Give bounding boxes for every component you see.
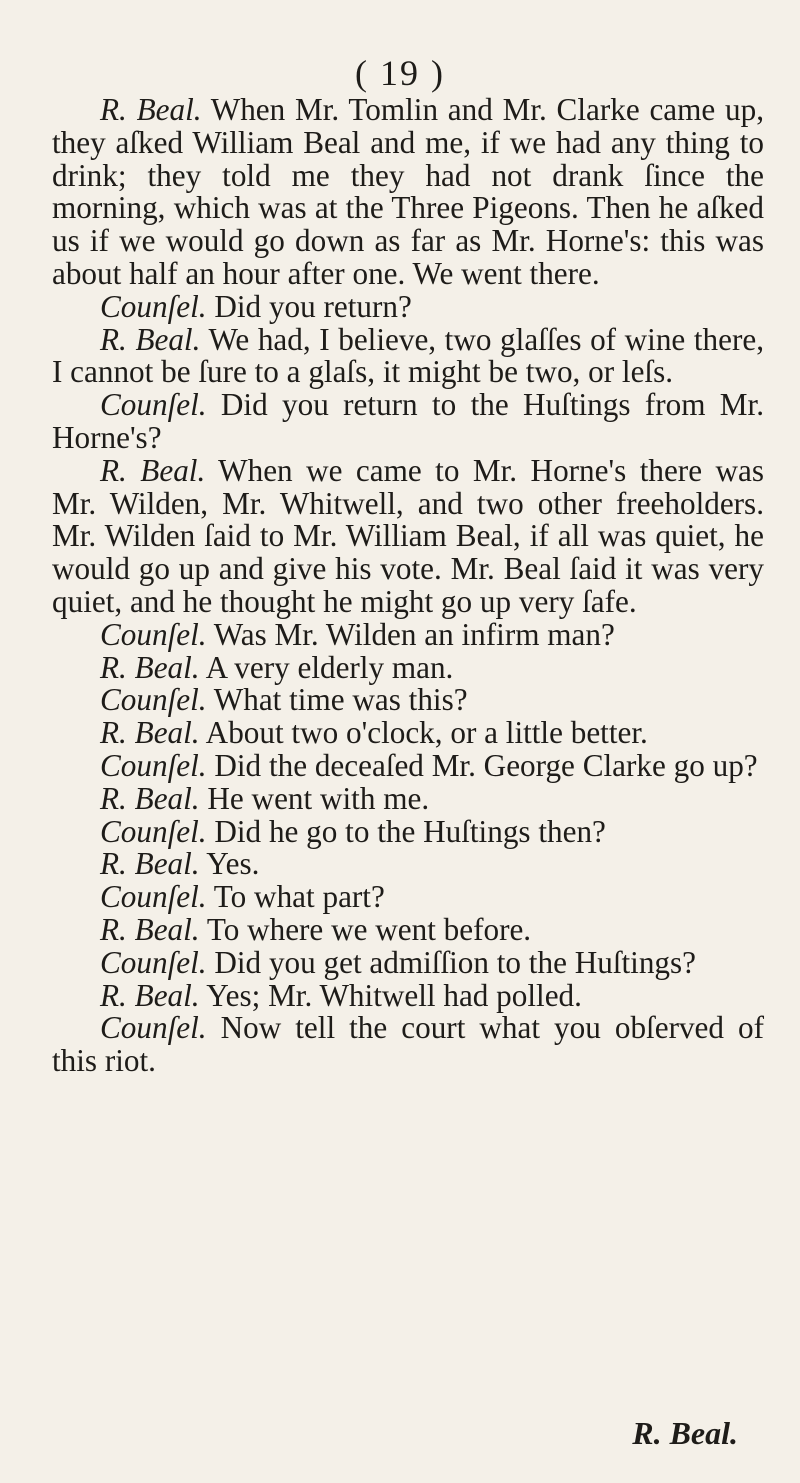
speaker-name: Counſel. — [100, 387, 207, 423]
paragraph — [52, 747, 764, 783]
paragraph-text: Did you return? — [206, 288, 412, 324]
paragraph-text: Now tell the court what you obſerved of this riot. — [52, 1010, 764, 1079]
speaker-name: Counſel. — [100, 813, 207, 849]
paragraph-text: When Mr. Tomlin and Mr. Clarke came up, they aſked William Beal and me, if we had any thing to drink; they told me they had not drank ſince the morning, which was at the Three Pigeons. Then he aſked us if we would go down as far as Mr. Horne's: this was about half an hour after one. We went there. — [52, 92, 764, 291]
speaker-name: R. Beal. — [100, 649, 200, 685]
paragraph — [52, 452, 765, 619]
paragraph — [52, 649, 764, 685]
paragraph — [52, 684, 764, 717]
speaker-name: Counſel. — [100, 1010, 207, 1046]
paragraph-text: About two o'clock, or a little better. — [199, 715, 648, 751]
speaker-name: Counſel. — [100, 747, 207, 783]
paragraph-text: Did he go to the Huſtings then? — [206, 813, 606, 849]
paragraph — [52, 813, 764, 849]
paragraph — [52, 94, 764, 291]
paragraph-text: Did you return to the Huſtings from Mr. Horne's? — [52, 387, 764, 455]
paragraph — [52, 977, 764, 1013]
page-number: ( 19 ) — [355, 53, 445, 93]
paragraph-text: To where we went before. — [199, 911, 532, 947]
paragraph — [52, 717, 764, 750]
speaker-name: R. Beal. — [100, 452, 206, 488]
speaker-name: Counſel. — [100, 944, 207, 980]
paragraph — [52, 848, 764, 881]
speaker-name: R. Beal. — [100, 780, 200, 816]
paragraph — [52, 911, 764, 947]
paragraph-text: Did you get admiſſion to the Huſtings? — [206, 944, 696, 980]
speaker-name: R. Beal. — [100, 911, 200, 947]
paragraph-text: Was Mr. Wilden an infirm man? — [206, 616, 615, 652]
speaker-name: R. Beal. — [100, 92, 202, 127]
speaker-name: R. Beal. — [100, 321, 201, 357]
speaker-name: Counſel. — [100, 616, 207, 652]
paragraph-text: What time was this? — [206, 682, 468, 718]
speaker-name: Counſel. — [100, 288, 207, 324]
paragraph — [52, 1012, 764, 1078]
paragraph-text: Yes. — [199, 846, 260, 882]
speaker-name: R. Beal. — [100, 977, 200, 1013]
paragraph-text: We had, I believe, two glaſſes of wine there, I cannot be ſure to a glaſs, it might be two, or leſs. — [52, 321, 764, 390]
paragraph — [52, 944, 764, 980]
speaker-name: R. Beal. — [100, 846, 200, 882]
paragraph-text: When we came to Mr. Horne's there was Mr. Wilden, Mr. Whitwell, and two other freeholders. Mr. Wilden ſaid to Mr. William Beal, if all was quiet, he would go up and give his vote. Mr. Beal ſaid it was very quiet, and he thought he might go up very ſafe. — [52, 452, 765, 619]
paragraph — [52, 881, 764, 914]
body-text — [52, 94, 764, 1078]
paragraph — [52, 321, 764, 390]
paragraph — [52, 288, 764, 324]
paragraph — [52, 389, 764, 455]
paragraph-text: He went with me. — [199, 780, 430, 816]
paragraph-text: Did the deceaſed Mr. George Clarke go up? — [206, 747, 758, 783]
paragraph-text: Yes; Mr. Whitwell had polled. — [199, 977, 582, 1013]
speaker-name: Counſel. — [100, 879, 207, 915]
paragraph-text: To what part? — [206, 879, 385, 915]
speaker-name: R. Beal. — [100, 715, 200, 751]
catchword: R. Beal. — [632, 1415, 738, 1451]
paragraph — [52, 780, 764, 816]
paragraph-text: A very elderly man. — [199, 649, 454, 685]
speaker-name: Counſel. — [100, 682, 207, 718]
paragraph — [52, 616, 764, 652]
